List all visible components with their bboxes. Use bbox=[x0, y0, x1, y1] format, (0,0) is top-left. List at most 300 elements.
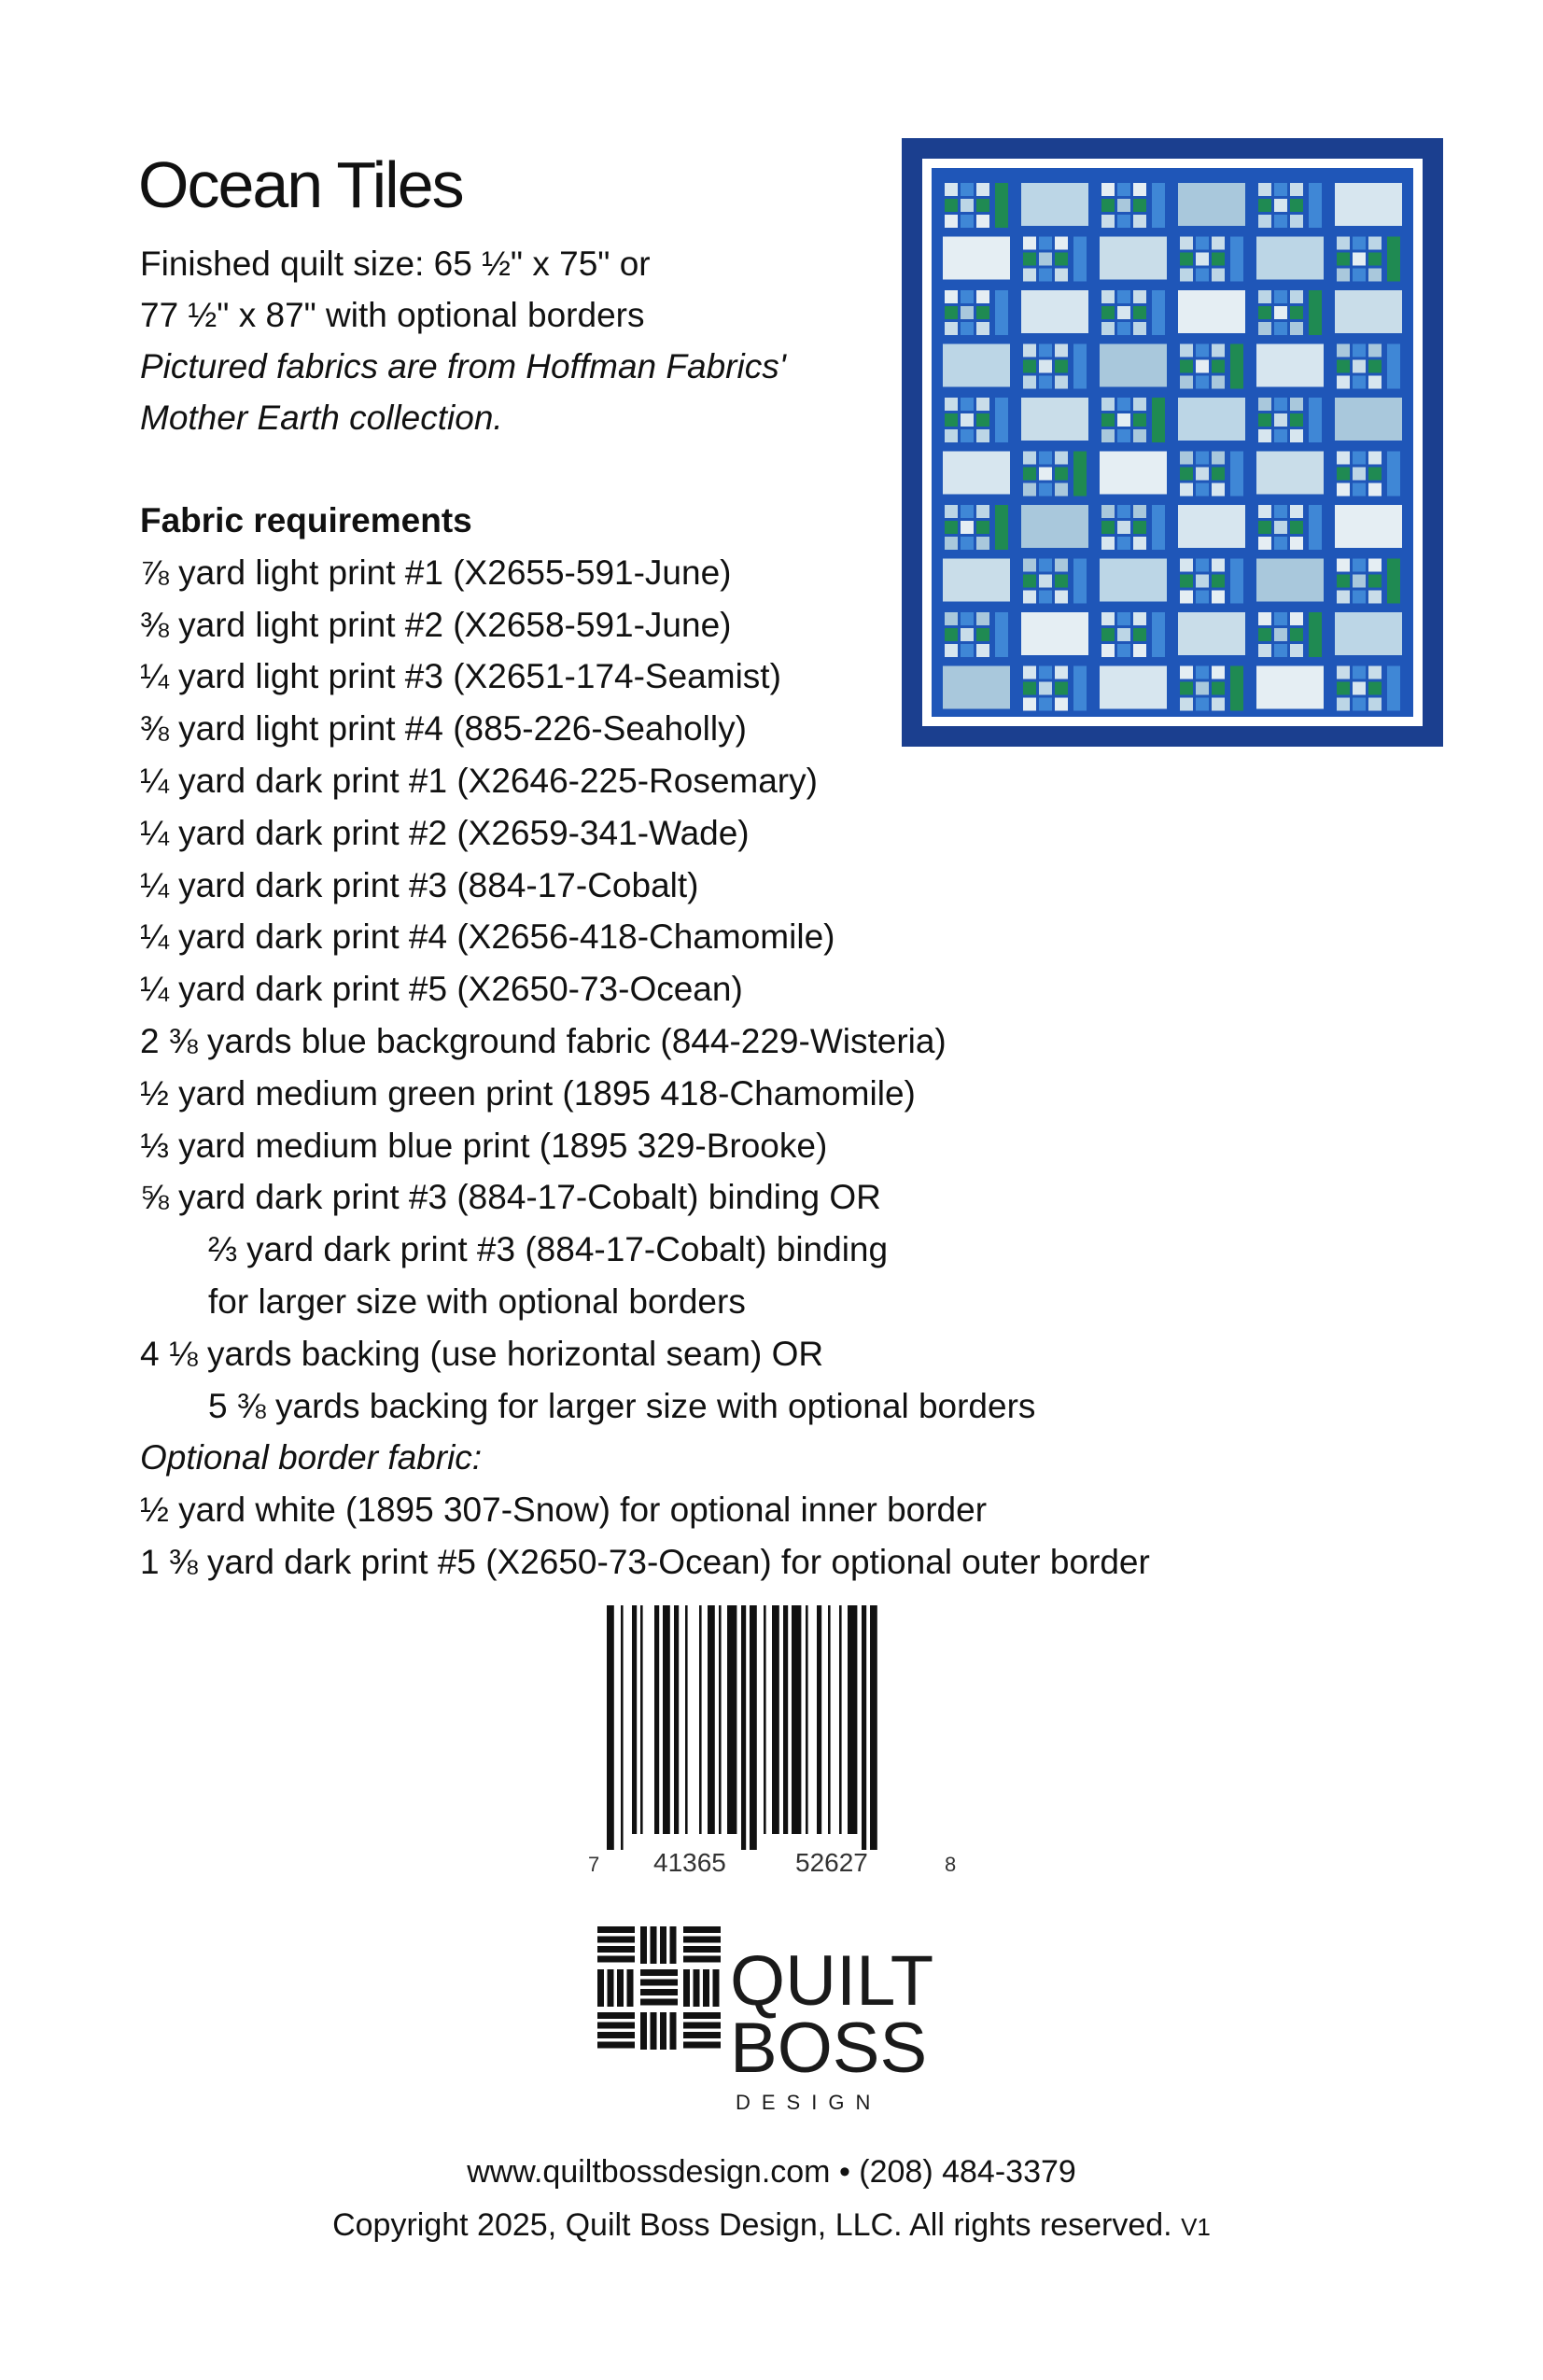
intro-block bbox=[140, 238, 786, 443]
quilt-patch bbox=[1196, 269, 1209, 282]
quilt-patch bbox=[1337, 452, 1350, 465]
logo-bar bbox=[597, 1937, 635, 1943]
quilt-patch bbox=[976, 521, 989, 534]
quilt-patch bbox=[961, 521, 974, 534]
quilt-patch bbox=[1337, 559, 1350, 572]
quilt-patch bbox=[945, 183, 958, 196]
quilt-patch bbox=[1353, 483, 1366, 497]
quilt-patch bbox=[1290, 183, 1303, 196]
quilt-patch bbox=[1258, 612, 1271, 625]
quilt-patch bbox=[1023, 559, 1036, 572]
quilt-patch bbox=[1039, 269, 1052, 282]
quilt-patch bbox=[1290, 644, 1303, 657]
quilt-patch bbox=[1337, 698, 1350, 711]
quilt-preview-image bbox=[902, 138, 1443, 747]
requirement-item: ¼ yard dark print #2 (X2659-341-Wade) bbox=[140, 813, 750, 852]
quilt-patch bbox=[1180, 237, 1193, 250]
quilt-patch bbox=[1258, 322, 1271, 335]
requirement-item: ¼ yard dark print #1 (X2646-225-Rosemary) bbox=[140, 761, 818, 800]
quilt-patch bbox=[1258, 429, 1271, 442]
quilt-patch bbox=[1101, 429, 1115, 442]
quilt-tile bbox=[1100, 344, 1167, 387]
quilt-strip bbox=[1152, 505, 1165, 550]
quilt-patch bbox=[1117, 413, 1130, 427]
quilt-patch bbox=[961, 429, 974, 442]
quilt-patch bbox=[1368, 376, 1382, 389]
barcode-bar bbox=[719, 1605, 722, 1834]
quilt-patch bbox=[1258, 290, 1271, 303]
quilt-strip bbox=[1230, 344, 1243, 389]
quilt-tile bbox=[1100, 666, 1167, 709]
quilt-patch bbox=[1023, 269, 1036, 282]
barcode-left-digit: 7 bbox=[588, 1853, 600, 1876]
quilt-patch bbox=[1212, 269, 1225, 282]
quilt-strip bbox=[995, 505, 1008, 550]
quilt-patch bbox=[976, 215, 989, 228]
quilt-patch bbox=[1353, 468, 1366, 481]
quilt-patch bbox=[1353, 682, 1366, 695]
requirement-item: ⅝ yard dark print #3 (884-17-Cobalt) binding OR bbox=[140, 1178, 881, 1217]
quilt-patch bbox=[1133, 612, 1146, 625]
quilt-patch bbox=[1368, 591, 1382, 604]
quilt-patch bbox=[1055, 452, 1068, 465]
logo-bar bbox=[597, 1946, 635, 1953]
quilt-patch bbox=[945, 398, 958, 411]
quilt-patch bbox=[1101, 290, 1115, 303]
quilt-patch bbox=[1353, 559, 1366, 572]
quilt-patch bbox=[1196, 483, 1209, 497]
quilt-patch bbox=[1055, 468, 1068, 481]
quilt-patch bbox=[945, 322, 958, 335]
quilt-tile bbox=[1256, 559, 1324, 602]
quilt-patch bbox=[1368, 575, 1382, 588]
barcode-right-digit: 8 bbox=[945, 1853, 957, 1876]
quilt-patch bbox=[1290, 398, 1303, 411]
quilt-patch bbox=[1133, 290, 1146, 303]
optional-border-item: ½ yard white (1895 307-Snow) for optional inner border bbox=[140, 1491, 988, 1530]
quilt-patch bbox=[1039, 237, 1052, 250]
barcode-image bbox=[579, 1605, 961, 1876]
quilt-patch bbox=[1290, 612, 1303, 625]
requirement-item: ¼ yard dark print #3 (884-17-Cobalt) bbox=[140, 865, 699, 904]
quilt-patch bbox=[1353, 344, 1366, 357]
quilt-patch bbox=[1290, 290, 1303, 303]
quilt-tile bbox=[1178, 290, 1245, 333]
fabric-note-line: Pictured fabrics are from Hoffman Fabrics' bbox=[140, 347, 786, 385]
barcode-bar bbox=[640, 1605, 643, 1834]
quilt-patch bbox=[1196, 559, 1209, 572]
quilt-patch bbox=[1368, 698, 1382, 711]
quilt-tile bbox=[1021, 505, 1088, 548]
quilt-patch bbox=[1368, 452, 1382, 465]
quilt-patch bbox=[1196, 591, 1209, 604]
quilt-patch bbox=[1055, 344, 1068, 357]
quilt-patch bbox=[1133, 306, 1146, 319]
quilt-patch bbox=[1055, 575, 1068, 588]
barcode-bar bbox=[783, 1605, 788, 1834]
quilt-patch bbox=[1180, 666, 1193, 679]
logo-bar bbox=[670, 1926, 677, 1964]
quilt-patch bbox=[976, 505, 989, 518]
quilt-patch bbox=[1180, 591, 1193, 604]
barcode-bars bbox=[607, 1605, 877, 1850]
quilt-patch bbox=[1023, 591, 1036, 604]
logo-bar bbox=[597, 2023, 635, 2029]
quilt-patch bbox=[1055, 253, 1068, 266]
quilt-tile bbox=[1100, 452, 1167, 495]
optional-size-line: 77 ½" x 87" with optional borders bbox=[140, 296, 645, 334]
version-label: V1 bbox=[1181, 2213, 1211, 2241]
quilt-strip bbox=[1073, 344, 1087, 389]
quilt-patch bbox=[1101, 183, 1115, 196]
quilt-patch bbox=[1258, 215, 1271, 228]
quilt-strip bbox=[1073, 666, 1087, 711]
quilt-patch bbox=[1337, 483, 1350, 497]
quilt-patch bbox=[1290, 505, 1303, 518]
quilt-patch bbox=[1258, 199, 1271, 212]
quilt-patch bbox=[1133, 215, 1146, 228]
logo-bar bbox=[640, 1969, 678, 1976]
quilt-patch bbox=[1212, 483, 1225, 497]
logo-bar bbox=[683, 2023, 721, 2029]
quilt-patch bbox=[945, 199, 958, 212]
quilt-patch bbox=[1039, 591, 1052, 604]
quilt-strip bbox=[1387, 452, 1400, 497]
quilt-patch bbox=[1337, 666, 1350, 679]
quilt-patch bbox=[1039, 575, 1052, 588]
quilt-patch bbox=[961, 290, 974, 303]
logo-bar bbox=[597, 1926, 635, 1933]
quilt-strip bbox=[1387, 666, 1400, 711]
quilt-strip bbox=[1309, 398, 1322, 442]
quilt-patch bbox=[976, 306, 989, 319]
quilt-tile bbox=[943, 666, 1010, 709]
quilt-strip bbox=[1230, 237, 1243, 282]
quilt-patch bbox=[1368, 682, 1382, 695]
quilt-patch bbox=[1196, 468, 1209, 481]
contact-line: www.quiltbossdesign.com • (208) 484-3379 bbox=[467, 2154, 1076, 2190]
quilt-patch bbox=[1117, 537, 1130, 550]
quilt-patch bbox=[1212, 344, 1225, 357]
quilt-patch bbox=[1180, 452, 1193, 465]
quilt-patch bbox=[976, 322, 989, 335]
quilt-patch bbox=[976, 644, 989, 657]
quilt-patch bbox=[1353, 575, 1366, 588]
logo-bar bbox=[683, 1926, 721, 1933]
quilt-strip bbox=[1309, 612, 1322, 657]
quilt-patch bbox=[1258, 521, 1271, 534]
quilt-patch bbox=[1023, 682, 1036, 695]
quilt-patch bbox=[1196, 452, 1209, 465]
quilt-patch bbox=[1055, 483, 1068, 497]
quilt-patch bbox=[945, 521, 958, 534]
quilt-boss-logo bbox=[597, 1923, 961, 2119]
quilt-strip bbox=[995, 290, 1008, 335]
quilt-patch bbox=[1337, 376, 1350, 389]
quilt-patch bbox=[1337, 237, 1350, 250]
logo-bar bbox=[683, 1956, 721, 1963]
quilt-patch bbox=[1023, 468, 1036, 481]
quilt-patch bbox=[1039, 253, 1052, 266]
logo-bar bbox=[627, 1969, 634, 2007]
quilt-patch bbox=[1353, 452, 1366, 465]
barcode-bar bbox=[654, 1605, 659, 1834]
quilt-strip bbox=[1230, 559, 1243, 604]
quilt-patch bbox=[1212, 575, 1225, 588]
quilt-patch bbox=[961, 537, 974, 550]
quilt-strip bbox=[1073, 237, 1087, 282]
logo-bar bbox=[597, 1969, 604, 2007]
logo-bar bbox=[694, 1969, 700, 2007]
quilt-patch bbox=[1055, 559, 1068, 572]
quilt-patch bbox=[1117, 322, 1130, 335]
quilt-patch bbox=[1290, 537, 1303, 550]
barcode-bar bbox=[862, 1605, 866, 1850]
quilt-tile bbox=[1256, 666, 1324, 709]
quilt-patch bbox=[1212, 360, 1225, 373]
quilt-patch bbox=[976, 183, 989, 196]
quilt-patch bbox=[945, 290, 958, 303]
requirement-item: for larger size with optional borders bbox=[208, 1281, 746, 1321]
logo-bar bbox=[713, 1969, 720, 2007]
quilt-patch bbox=[1133, 537, 1146, 550]
quilt-patch bbox=[1039, 666, 1052, 679]
quilt-tile bbox=[1100, 559, 1167, 602]
optional-border-item: 1 ⅜ yard dark print #5 (X2650-73-Ocean) for optional outer border bbox=[140, 1542, 1150, 1581]
quilt-patch bbox=[1117, 628, 1130, 641]
quilt-patch bbox=[1101, 413, 1115, 427]
quilt-patch bbox=[1180, 468, 1193, 481]
quilt-patch bbox=[1101, 306, 1115, 319]
logo-bar bbox=[608, 1969, 614, 2007]
logo-bar bbox=[617, 1969, 624, 2007]
quilt-patch bbox=[1258, 628, 1271, 641]
quilt-tile bbox=[943, 559, 1010, 602]
quilt-patch bbox=[961, 612, 974, 625]
logo-bar bbox=[683, 2012, 721, 2019]
quilt-patch bbox=[1023, 344, 1036, 357]
quilt-tile bbox=[1256, 344, 1324, 387]
quilt-patch bbox=[945, 413, 958, 427]
quilt-patch bbox=[1258, 537, 1271, 550]
quilt-patch bbox=[1133, 429, 1146, 442]
barcode-bar bbox=[848, 1605, 857, 1834]
quilt-tile bbox=[1335, 290, 1402, 333]
quilt-patch bbox=[1337, 253, 1350, 266]
quilt-patch bbox=[1337, 468, 1350, 481]
barcode-bar bbox=[685, 1605, 688, 1834]
quilt-patch bbox=[1353, 253, 1366, 266]
quilt-patch bbox=[1274, 521, 1287, 534]
quilt-patch bbox=[1353, 591, 1366, 604]
requirement-item: ⅜ yard light print #2 (X2658-591-June) bbox=[140, 605, 732, 644]
quilt-patch bbox=[1117, 290, 1130, 303]
quilt-tile bbox=[943, 344, 1010, 387]
quilt-patch bbox=[1055, 682, 1068, 695]
barcode-bar bbox=[750, 1605, 757, 1850]
quilt-patch bbox=[1274, 306, 1287, 319]
barcode-bar bbox=[699, 1605, 702, 1834]
quilt-patch bbox=[1180, 376, 1193, 389]
quilt-patch bbox=[1039, 698, 1052, 711]
fabric-collection-line: Mother Earth collection. bbox=[140, 399, 503, 437]
quilt-patch bbox=[1196, 344, 1209, 357]
quilt-patch bbox=[1039, 344, 1052, 357]
requirement-item: ⅓ yard medium blue print (1895 329-Brooke) bbox=[140, 1126, 828, 1165]
barcode-group-2: 52627 bbox=[795, 1848, 868, 1876]
quilt-tile bbox=[1335, 398, 1402, 441]
quilt-tile bbox=[1335, 183, 1402, 226]
quilt-patch bbox=[1133, 398, 1146, 411]
barcode-group-1: 41365 bbox=[653, 1848, 726, 1876]
requirement-item: ⅔ yard dark print #3 (884-17-Cobalt) binding bbox=[208, 1230, 889, 1269]
quilt-patch bbox=[1290, 215, 1303, 228]
quilt-patch bbox=[1353, 376, 1366, 389]
quilt-patch bbox=[1274, 628, 1287, 641]
quilt-patch bbox=[1258, 644, 1271, 657]
quilt-patch bbox=[1133, 413, 1146, 427]
quilt-patch bbox=[1039, 468, 1052, 481]
quilt-patch bbox=[1039, 452, 1052, 465]
quilt-patch bbox=[976, 398, 989, 411]
quilt-patch bbox=[1023, 376, 1036, 389]
quilt-patch bbox=[1290, 413, 1303, 427]
logo-bar bbox=[640, 1999, 678, 2006]
quilt-patch bbox=[961, 398, 974, 411]
quilt-patch bbox=[1274, 215, 1287, 228]
quilt-patch bbox=[976, 413, 989, 427]
quilt-patch bbox=[1353, 360, 1366, 373]
quilt-patch bbox=[1196, 360, 1209, 373]
quilt-tile bbox=[1021, 612, 1088, 655]
quilt-patch bbox=[1274, 413, 1287, 427]
logo-bar bbox=[597, 1956, 635, 1963]
quilt-tile bbox=[1178, 505, 1245, 548]
logo-bar bbox=[597, 2042, 635, 2049]
quilt-tile bbox=[1335, 612, 1402, 655]
quilt-patch bbox=[961, 628, 974, 641]
quilt-patch bbox=[1039, 360, 1052, 373]
quilt-patch bbox=[1055, 376, 1068, 389]
logo-word-boss: BOSS bbox=[730, 2009, 928, 2088]
barcode-bar bbox=[708, 1605, 715, 1834]
quilt-patch bbox=[1055, 666, 1068, 679]
logo-bar bbox=[597, 2032, 635, 2038]
quilt-patch bbox=[1368, 483, 1382, 497]
quilt-tile bbox=[1256, 237, 1324, 280]
quilt-patch bbox=[945, 505, 958, 518]
quilt-patch bbox=[1368, 237, 1382, 250]
quilt-patch bbox=[1274, 398, 1287, 411]
quilt-tile bbox=[1100, 237, 1167, 280]
quilt-patch bbox=[1290, 199, 1303, 212]
logo-word-quilt: QUILT bbox=[730, 1941, 934, 2021]
quilt-patch bbox=[961, 199, 974, 212]
quilt-patch bbox=[1180, 575, 1193, 588]
quilt-patch bbox=[1117, 215, 1130, 228]
quilt-patch bbox=[1023, 698, 1036, 711]
copyright-text: Copyright 2025, Quilt Boss Design, LLC. All rights reserved. bbox=[332, 2207, 1172, 2243]
quilt-patch bbox=[1117, 183, 1130, 196]
quilt-patch bbox=[1055, 360, 1068, 373]
quilt-strip bbox=[1152, 612, 1165, 657]
quilt-patch bbox=[1337, 360, 1350, 373]
quilt-patch bbox=[961, 505, 974, 518]
quilt-patch bbox=[1117, 306, 1130, 319]
quilt-patch bbox=[1274, 429, 1287, 442]
quilt-tile bbox=[943, 237, 1010, 280]
quilt-patch bbox=[1212, 698, 1225, 711]
quilt-patch bbox=[961, 413, 974, 427]
quilt-patch bbox=[1133, 628, 1146, 641]
quilt-patch bbox=[1023, 237, 1036, 250]
quilt-strip bbox=[1309, 505, 1322, 550]
barcode-bar bbox=[828, 1605, 831, 1834]
logo-bar bbox=[683, 1937, 721, 1943]
barcode-bar bbox=[870, 1605, 877, 1850]
barcode-bar bbox=[674, 1605, 679, 1834]
quilt-patch bbox=[1101, 505, 1115, 518]
copyright-line bbox=[0, 2207, 1543, 2244]
quilt-patch bbox=[1180, 269, 1193, 282]
quilt-patch bbox=[1274, 199, 1287, 212]
optional-border-heading: Optional border fabric: bbox=[140, 1438, 483, 1477]
quilt-patch bbox=[1212, 376, 1225, 389]
requirement-item: ¼ yard dark print #5 (X2650-73-Ocean) bbox=[140, 970, 743, 1009]
quilt-patch bbox=[945, 306, 958, 319]
quilt-patch bbox=[1337, 575, 1350, 588]
quilt-patch bbox=[976, 199, 989, 212]
quilt-patch bbox=[1055, 269, 1068, 282]
quilt-patch bbox=[1290, 429, 1303, 442]
quilt-patch bbox=[1368, 666, 1382, 679]
quilt-patch bbox=[1274, 612, 1287, 625]
quilt-patch bbox=[1180, 682, 1193, 695]
quilt-patch bbox=[1117, 505, 1130, 518]
logo-bar bbox=[683, 2032, 721, 2038]
quilt-patch bbox=[1368, 360, 1382, 373]
quilt-patch bbox=[1055, 698, 1068, 711]
quilt-patch bbox=[961, 215, 974, 228]
quilt-patch bbox=[1274, 322, 1287, 335]
barcode-bar bbox=[817, 1605, 821, 1834]
quilt-patch bbox=[1023, 483, 1036, 497]
quilt-patch bbox=[1353, 666, 1366, 679]
quilt-patch bbox=[1101, 322, 1115, 335]
barcode-bar bbox=[839, 1605, 842, 1834]
quilt-patch bbox=[1196, 575, 1209, 588]
quilt-patch bbox=[1368, 253, 1382, 266]
quilt-patch bbox=[1180, 483, 1193, 497]
quilt-patch bbox=[1258, 505, 1271, 518]
quilt-patch bbox=[1023, 360, 1036, 373]
quilt-strip bbox=[1309, 183, 1322, 228]
quilt-patch bbox=[1274, 290, 1287, 303]
quilt-patch bbox=[1212, 682, 1225, 695]
quilt-patch bbox=[1101, 521, 1115, 534]
quilt-patch bbox=[1196, 666, 1209, 679]
quilt-patch bbox=[1274, 505, 1287, 518]
barcode-bar bbox=[632, 1605, 637, 1834]
quilt-patch bbox=[1101, 398, 1115, 411]
quilt-patch bbox=[1337, 269, 1350, 282]
quilt-tile bbox=[1021, 398, 1088, 441]
quilt-patch bbox=[1180, 253, 1193, 266]
logo-bar bbox=[651, 2012, 657, 2050]
quilt-patch bbox=[1368, 559, 1382, 572]
quilt-patch bbox=[961, 306, 974, 319]
quilt-patch bbox=[1023, 253, 1036, 266]
